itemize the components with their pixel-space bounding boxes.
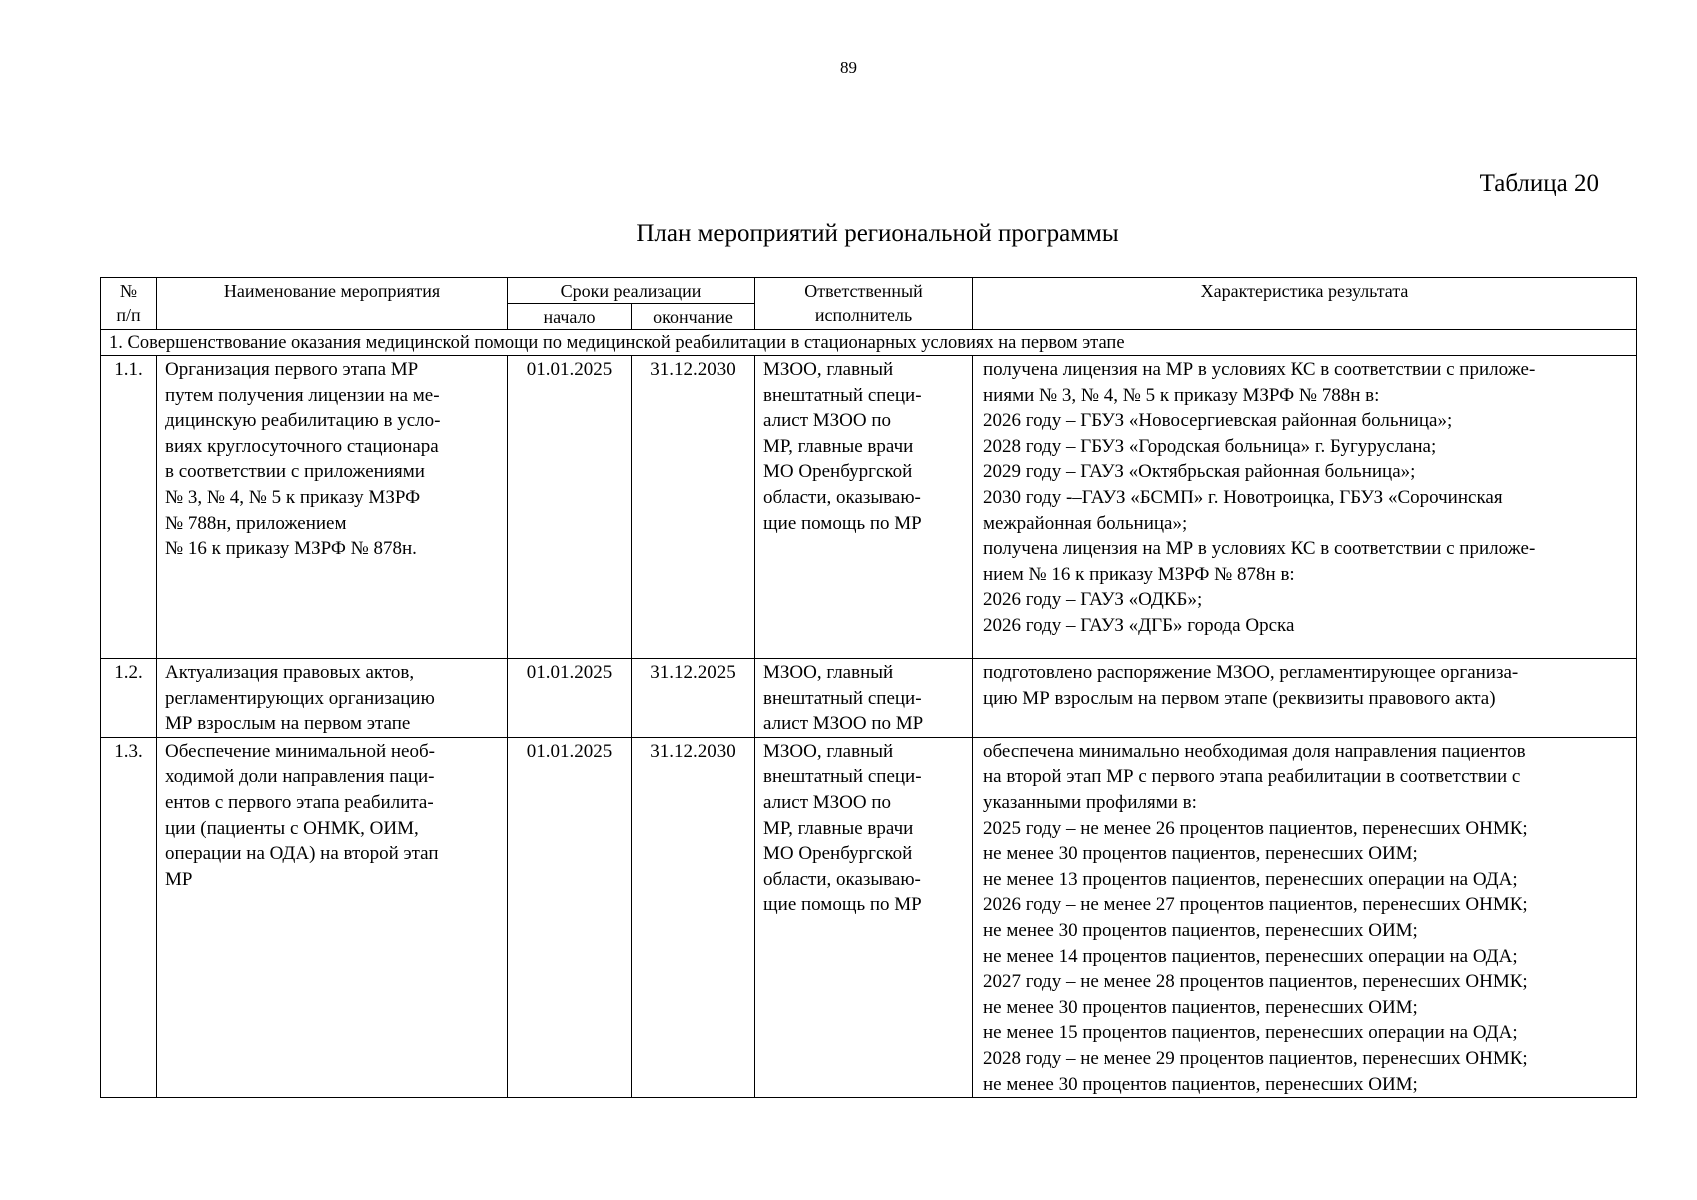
end-date: 31.12.2030 xyxy=(632,356,755,659)
activity-name-line: Организация первого этапа МР xyxy=(165,359,419,380)
row-number: 1.3. xyxy=(101,737,157,1097)
result-description xyxy=(973,737,1637,1097)
activity-name-line: в соответствии с приложениями xyxy=(165,461,425,483)
responsible-executor-line: МО Оренбургской xyxy=(763,843,913,865)
result-description-line: не менее 30 процентов пациентов, перенесших ОИМ; xyxy=(983,843,1418,865)
header-result: Характеристика результата xyxy=(973,278,1637,330)
responsible-executor-line: МР, главные врачи xyxy=(763,817,914,839)
result-description-line: 2028 году – не менее 29 процентов пациентов, перенесших ОНМК; xyxy=(983,1047,1528,1069)
activity-name-line: ентов с первого этапа реабилита- xyxy=(165,791,434,813)
result-description-line: не менее 15 процентов пациентов, перенесших операции на ОДА; xyxy=(983,1022,1518,1044)
result-description xyxy=(973,659,1637,738)
row-number: 1.1. xyxy=(101,356,157,659)
responsible-executor-line: алист МЗОО по xyxy=(763,410,892,432)
responsible-executor-line: МЗОО, главный xyxy=(763,662,894,683)
section-row xyxy=(101,330,1637,356)
result-description-line: на второй этап МР с первого этапа реабилитации в соответствии с xyxy=(983,766,1521,788)
result-description-line: ниями № 3, № 4, № 5 к приказу МЗРФ № 788н в: xyxy=(983,384,1380,406)
end-date: 31.12.2025 xyxy=(632,659,755,738)
activity-name-line: регламентирующих организацию xyxy=(165,687,435,709)
activity-name xyxy=(157,356,508,659)
result-description-line: указанными профилями в: xyxy=(983,791,1197,813)
result-description-line: не менее 14 процентов пациентов, перенесших операции на ОДА; xyxy=(983,945,1518,967)
activity-name-line: № 788н, приложением xyxy=(165,512,347,534)
activity-name-line: ции (пациенты с ОНМК, ОИМ, xyxy=(165,817,419,839)
header-row xyxy=(101,278,1637,304)
activity-name-line: МР взрослым на первом этапе xyxy=(165,713,411,735)
responsible-executor-line: МЗОО, главный xyxy=(763,359,894,380)
result-description-line: межрайонная больница»; xyxy=(983,512,1188,534)
start-date: 01.01.2025 xyxy=(508,356,632,659)
result-description-line: не менее 30 процентов пациентов, перенесших ОИМ; xyxy=(983,996,1418,1018)
responsible-executor xyxy=(755,737,973,1097)
section-title: 1. Совершенствование оказания медицинской помощи по медицинской реабилитации в стационарных условиях на первом этапе xyxy=(101,330,1637,356)
responsible-executor-line: МО Оренбургской xyxy=(763,461,913,483)
table-row xyxy=(101,356,1637,659)
activity-name-line: Актуализация правовых актов, xyxy=(165,662,415,683)
responsible-executor-line: МР, главные врачи xyxy=(763,435,914,457)
result-description-line: не менее 13 процентов пациентов, перенесших операции на ОДА; xyxy=(983,868,1518,890)
responsible-executor-line: внештатный специ- xyxy=(763,384,922,406)
header-responsible-line1: Ответственный xyxy=(804,281,923,301)
result-description-line: 2026 году – ГАУЗ «ДГБ» города Орска xyxy=(983,614,1295,636)
responsible-executor-line: щие помощь по МР xyxy=(763,894,922,916)
result-description-line: получена лицензия на МР в условиях КС в соответствии с приложе- xyxy=(983,538,1536,560)
responsible-executor xyxy=(755,659,973,738)
result-description-line: получена лицензия на МР в условиях КС в соответствии с приложе- xyxy=(983,359,1536,380)
activity-name-line: Обеспечение минимальной необ- xyxy=(165,740,435,762)
result-description-line: обеспечена минимально необходимая доля направления пациентов xyxy=(983,740,1526,762)
result-description-line: не менее 30 процентов пациентов, перенесших ОИМ; xyxy=(983,919,1418,941)
activity-name-line: операции на ОДА) на второй этап xyxy=(165,843,439,865)
page-number: 89 xyxy=(840,58,857,77)
activity-name-line: ходимой доли направления паци- xyxy=(165,766,435,788)
responsible-executor-line: щие помощь по МР xyxy=(763,512,922,534)
responsible-executor xyxy=(755,356,973,659)
header-num-line2: п/п xyxy=(116,305,141,325)
responsible-executor-line: алист МЗОО по xyxy=(763,791,892,813)
header-end: окончание xyxy=(632,304,755,330)
activity-name-line: МР xyxy=(165,868,193,890)
responsible-executor-line: области, оказываю- xyxy=(763,486,921,508)
result-description-line: 2027 году – не менее 28 процентов пациентов, перенесших ОНМК; xyxy=(983,971,1528,993)
result-description-line: нием № 16 к приказу МЗРФ № 878н в: xyxy=(983,563,1295,585)
table-row xyxy=(101,659,1637,738)
result-description-line: 2029 году – ГАУЗ «Октябрьская районная больница»; xyxy=(983,461,1416,483)
result-description-line: 2026 году – ГБУЗ «Новосергиевская районная больница»; xyxy=(983,410,1453,432)
activity-name-line: дицинскую реабилитацию в усло- xyxy=(165,410,441,432)
responsible-executor-line: алист МЗОО по МР xyxy=(763,713,924,735)
table-row xyxy=(101,737,1637,1097)
result-description-line: 2026 году – не менее 27 процентов пациентов, перенесших ОНМК; xyxy=(983,894,1528,916)
plan-table xyxy=(100,277,1637,1098)
responsible-executor-line: внештатный специ- xyxy=(763,766,922,788)
responsible-executor-line: МЗОО, главный xyxy=(763,740,894,762)
result-description xyxy=(973,356,1637,659)
header-num xyxy=(101,278,157,330)
header-start: начало xyxy=(508,304,632,330)
result-description-line: 2030 году -–ГАУЗ «БСМП» г. Новотроицка, ГБУЗ «Сорочинская xyxy=(983,486,1503,508)
activity-name-line: № 3, № 4, № 5 к приказу МЗРФ xyxy=(165,486,421,508)
header-dates: Сроки реализации xyxy=(508,278,755,304)
document-title: План мероприятий региональной программы xyxy=(636,220,1119,247)
header-num-line1: № xyxy=(119,281,138,301)
result-description-line: 2028 году – ГБУЗ «Городская больница» г. Бугуруслана; xyxy=(983,435,1437,457)
responsible-executor-line: области, оказываю- xyxy=(763,868,921,890)
result-description-line: 2026 году – ГАУЗ «ОДКБ»; xyxy=(983,589,1203,611)
start-date: 01.01.2025 xyxy=(508,737,632,1097)
activity-name-line: виях круглосуточного стационара xyxy=(165,435,439,457)
header-responsible xyxy=(755,278,973,330)
activity-name-line: путем получения лицензии на ме- xyxy=(165,384,440,406)
result-description-line: подготовлено распоряжение МЗОО, регламентирующее организа- xyxy=(983,662,1519,683)
result-description-line: цию МР взрослым на первом этапе (реквизиты правового акта) xyxy=(983,687,1496,709)
result-description-line: 2025 году – не менее 26 процентов пациентов, перенесших ОНМК; xyxy=(983,817,1528,839)
header-name: Наименование мероприятия xyxy=(157,278,508,330)
row-number: 1.2. xyxy=(101,659,157,738)
activity-name-line: № 16 к приказу МЗРФ № 878н. xyxy=(165,538,417,560)
activity-name xyxy=(157,737,508,1097)
header-responsible-line2: исполнитель xyxy=(814,305,913,325)
end-date: 31.12.2030 xyxy=(632,737,755,1097)
table-label: Таблица 20 xyxy=(1479,170,1599,197)
result-description-line: не менее 30 процентов пациентов, перенесших ОИМ; xyxy=(983,1073,1418,1095)
activity-name xyxy=(157,659,508,738)
start-date: 01.01.2025 xyxy=(508,659,632,738)
responsible-executor-line: внештатный специ- xyxy=(763,687,922,709)
